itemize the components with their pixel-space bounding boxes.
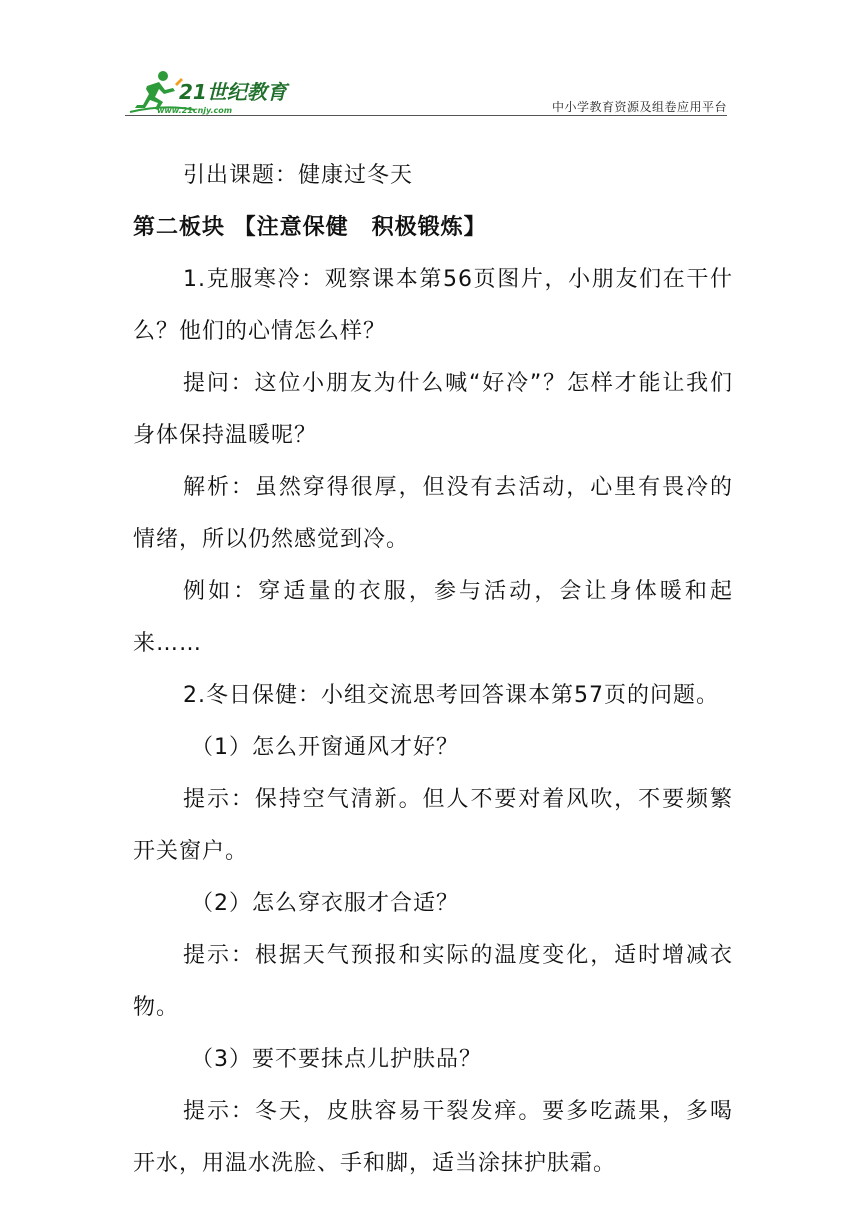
sub-question-1: （1）怎么开窗通风才好？	[191, 735, 459, 760]
hint-2-paragraph: 提示：根据天气预报和实际的温度变化，适时增减衣物。	[133, 943, 733, 1020]
analysis-paragraph: 解析：虽然穿得很厚，但没有去活动，心里有畏冷的情绪，所以仍然感觉到冷。	[133, 475, 733, 552]
page-header	[125, 66, 727, 116]
sub-question-3: （3）要不要抹点儿护肤品？	[191, 1047, 482, 1072]
document-body	[133, 150, 733, 1190]
item-2-paragraph: 2.冬日保健：小组交流思考回答课本第57页的问题。	[183, 683, 719, 708]
hint-3-paragraph: 提示：冬天，皮肤容易干裂发痒。要多吃蔬果，多喝开水，用温水洗脸、手和脚，适当涂抹护肤霜。	[133, 1099, 733, 1176]
sub-question-2: （2）怎么穿衣服才合适？	[191, 891, 459, 916]
header-divider	[125, 115, 727, 116]
hint-1-paragraph: 提示：保持空气清新。但人不要对着风吹，不要频繁开关窗户。	[133, 787, 733, 864]
header-tagline: 中小学教育资源及组卷应用平台	[551, 100, 727, 114]
logo-21cnjy	[125, 66, 295, 116]
item-1-paragraph: 1.克服寒冷：观察课本第56页图片，小朋友们在干什么？他们的心情怎么样？	[133, 267, 733, 344]
logo-url-text: www.21cnjy.com	[157, 106, 233, 115]
logo-brand-text: 21世纪教育	[179, 80, 287, 104]
intro-paragraph: 引出课题：健康过冬天	[183, 163, 414, 188]
example-paragraph: 例如：穿适量的衣服，参与活动，会让身体暖和起来……	[133, 579, 733, 656]
section-heading: 第二板块 【注意保健 积极锻炼】	[133, 215, 487, 240]
question-paragraph: 提问：这位小朋友为什么喊“好冷”？怎样才能让我们身体保持温暖呢？	[133, 371, 733, 448]
